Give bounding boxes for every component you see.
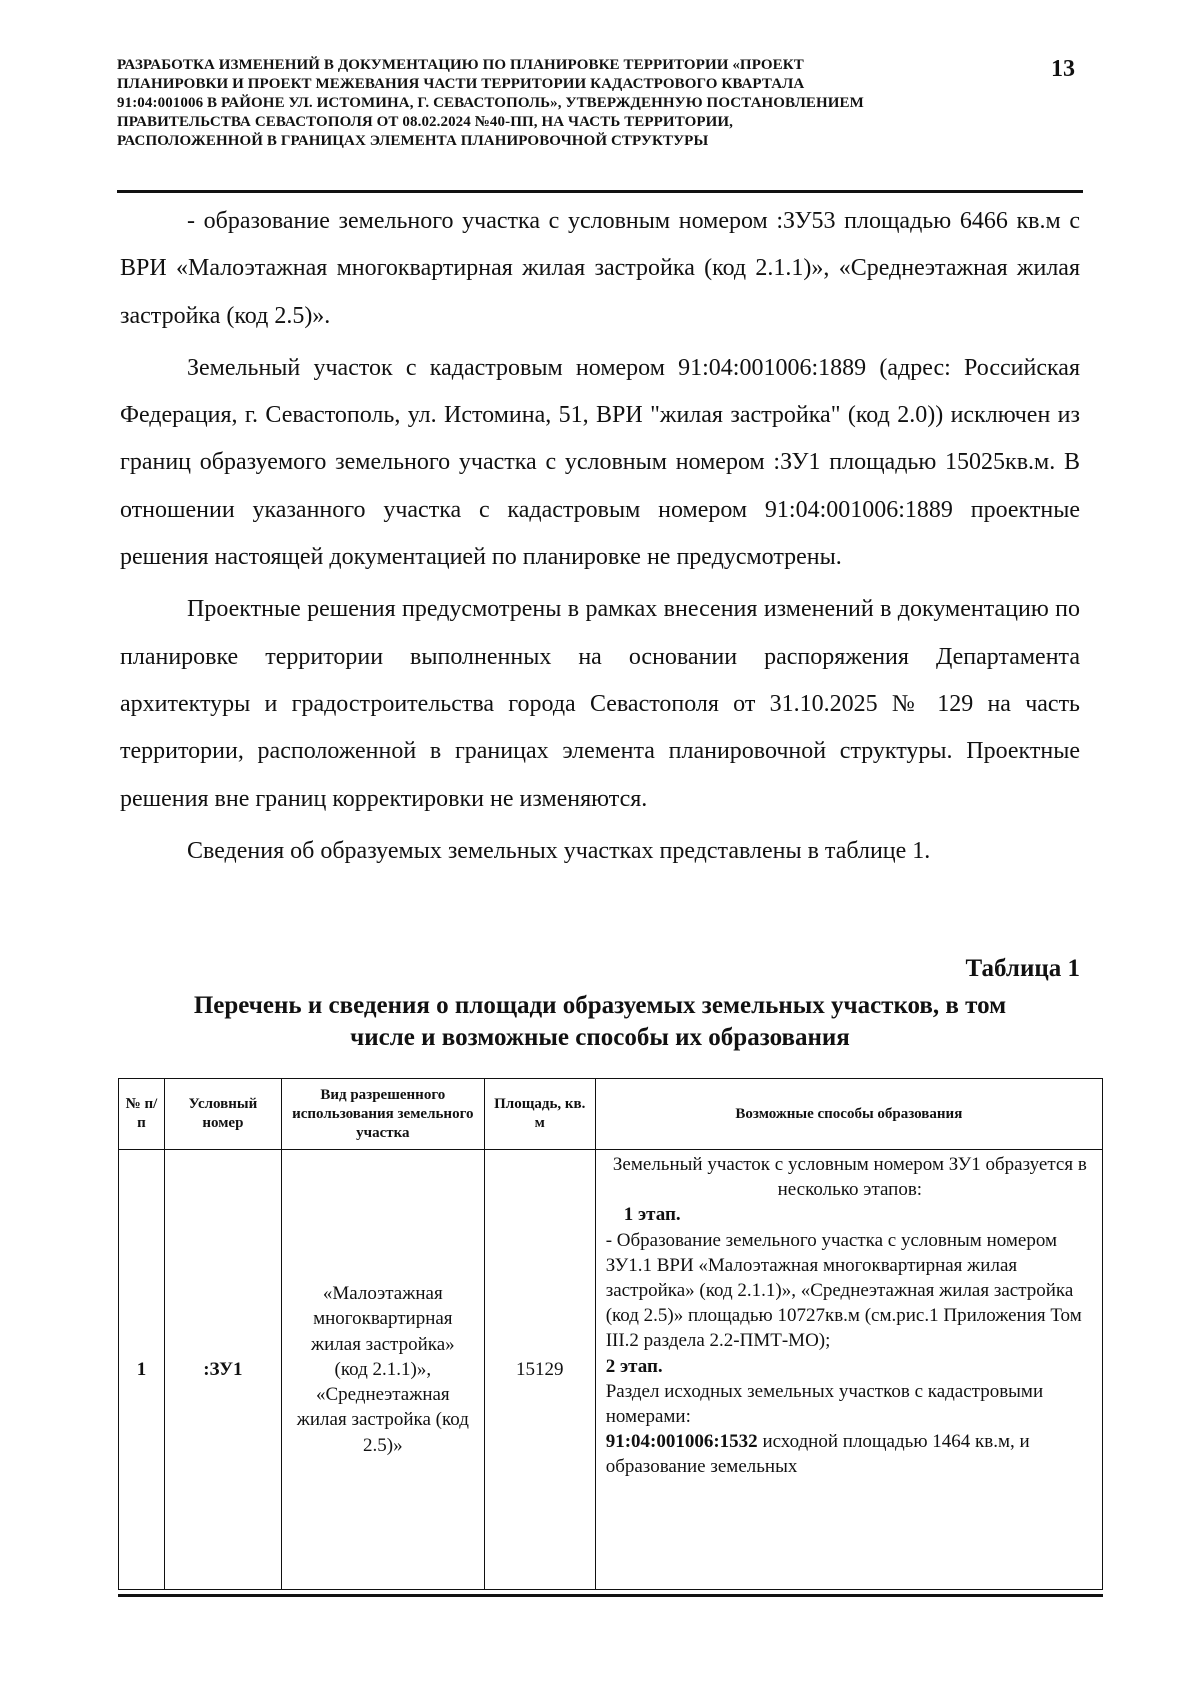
land-plots-table [118,1078,1103,1590]
header-vri: Вид разрешенного использования земельного участка [281,1079,484,1150]
document-header [117,56,997,151]
cell-cond-number: :ЗУ1 [164,1150,281,1590]
table-title [120,990,1080,1054]
header-area: Площадь, кв. м [484,1079,595,1150]
stage-1-text: - Образование земельного участка с условным номером ЗУ1.1 ВРИ «Малоэтажная многоквартирная жилая застройка» (код 2.1.1)», «Среднеэтажная жилая застройка (код 2.5)» площадью 10727кв.м (см.рис.1 Приложения Том III.2 раздела 2.2-ПМТ-МО); [605,1229,1082,1352]
stage-2-continued [606,1429,1094,1479]
header-line: РАЗРАБОТКА ИЗМЕНЕНИЙ В ДОКУМЕНТАЦИЮ ПО ПЛАНИРОВКЕ ТЕРРИТОРИИ «ПРОЕКТ [117,57,804,73]
cell-methods [595,1150,1102,1590]
table-header-row [119,1079,1103,1150]
header-methods: Возможные способы образования [595,1079,1102,1150]
header-line: ПРАВИТЕЛЬСТВА СЕВАСТОПОЛЯ ОТ 08.02.2024 №40-ПП, НА ЧАСТЬ ТЕРРИТОРИИ, [117,114,734,130]
cell-vri: «Малоэтажная многоквартирная жилая застройка» (код 2.1.1)», «Среднеэтажная жилая застройка (код 2.5)» [281,1150,484,1590]
table-row [119,1150,1103,1590]
stage-2-text: Раздел исходных земельных участков с кадастровыми номерами: [605,1380,1044,1428]
paragraph-4: Сведения об образуемых земельных участках представлены в таблице 1. [187,837,931,864]
header-line: РАСПОЛОЖЕННОЙ В ГРАНИЦАХ ЭЛЕМЕНТА ПЛАНИРОВОЧНОЙ СТРУКТУРЫ [117,133,709,149]
body-text [120,198,1080,875]
paragraph-3: Проектные решения предусмотрены в рамках внесения изменений в документацию по планировке территории выполненных на основании распоряжения Департамента архитектуры и градостроительства города Севастополя от 31.10.2025 № 129 на часть территории, расположенной в границах элемента планировочной структуры. Проектные решения вне границ корректировки не изменяются. [120,596,1080,812]
header-line: ПЛАНИРОВКИ И ПРОЕКТ МЕЖЕВАНИЯ ЧАСТИ ТЕРРИТОРИИ КАДАСТРОВОГО КВАРТАЛА [117,76,805,92]
stage-2-label: 2 этап. [605,1355,663,1377]
header-line: 91:04:001006 В РАЙОНЕ УЛ. ИСТОМИНА, Г. СЕВАСТОПОЛЬ», УТВЕРЖДЕННУЮ ПОСТАНОВЛЕНИЕМ [117,95,864,111]
cell-area: 15129 [484,1150,595,1590]
cadastral-number: 91:04:001006:1532 [605,1431,758,1453]
cell-num: 1 [119,1150,165,1590]
header-num: № п/п [119,1079,165,1150]
header-cond-number: Условный номер [164,1079,281,1150]
methods-intro: Земельный участок с условным номером ЗУ1 образуется в несколько этапов: [612,1154,1087,1201]
table-title-line: числе и возможные способы их образования [350,1024,850,1051]
table-title-line: Перечень и сведения о площади образуемых земельных участков, в том [193,992,1007,1019]
paragraph-2: Земельный участок с кадастровым номером 91:04:001006:1889 (адрес: Российская Федерация, г. Севастополь, ул. Истомина, 51, ВРИ "жилая застройка" (код 2.0)) исключен из границ образуемого земельного участка с условным номером :ЗУ1 площадью 15025кв.м. В отношении указанного участка с кадастровым номером 91:04:001006:1889 проектные решения настоящей документацией по планировке не предусмотрены. [120,354,1080,571]
stage-1-label: 1 этап. [623,1204,681,1226]
table-bottom-border [118,1594,1103,1597]
page-number: 13 [1051,56,1075,82]
header-divider [117,190,1083,193]
paragraph-1: - образование земельного участка с условным номером :ЗУ53 площадью 6466 кв.м с ВРИ «Малоэтажная многоквартирная жилая застройка (код 2.1.1)», «Среднеэтажная жилая застройка (код 2.5)». [120,208,1080,329]
table-label: Таблица 1 [965,955,1080,982]
stage-2-tail: исходной площадью 1464 кв.м, и образование земельных [605,1431,1030,1478]
